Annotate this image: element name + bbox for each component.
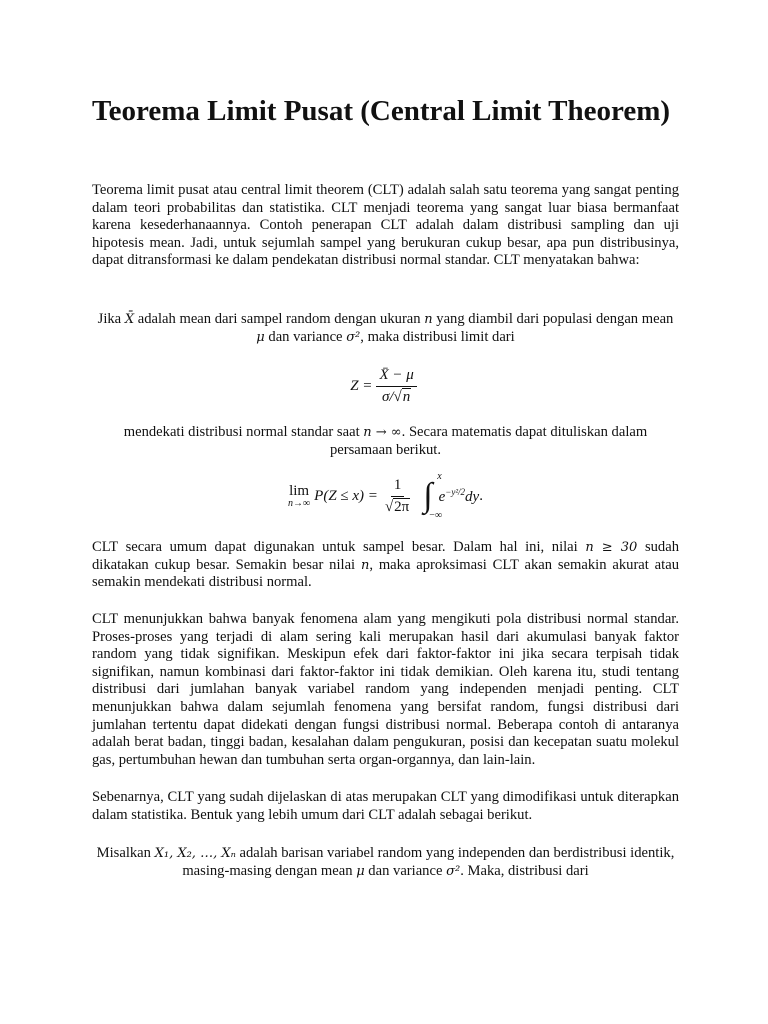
sample-size-paragraph: CLT secara umum dapat digunakan untuk sampel besar. Dalam hal ini, nilai n ≥ 30 sudah dikatakan cukup besar. Semakin besar nilai n, maka aproksimasi CLT akan semakin akurat atau semakin mendekati distribusi normal. (92, 539, 679, 591)
intro-paragraph: Teorema limit pusat atau central limit theorem (CLT) adalah salah satu teorema yang sangat penting dalam teori probabilitas dan statistika. CLT menjadi teorema yang sangat luar biasa bermanfaat karena kesederhanaannya. Contoh penerapan CLT adalah dalam distribusi sampling dan uji hipotesis mean. Jadi, untuk sejumlah sampel yang berukuran cukup besar, apa pun distribusinya, dapat ditransformasi ke dalam pendekatan distribusi normal standar. CLT menyatakan bahwa: (92, 182, 679, 269)
math-mu: μ (356, 863, 365, 879)
math-n-ge-30: n ≥ 30 (585, 540, 638, 555)
page-title: Teorema Limit Pusat (Central Limit Theorem) (92, 95, 671, 127)
general-clt-paragraph: Sebenarnya, CLT yang sudah dijelaskan di atas merupakan CLT yang dimodifikasi untuk diterapkan dalam statistika. Bentuk yang lebih umum dari CLT adalah sebagai berikut. (92, 789, 679, 823)
eq2-period: . (479, 487, 483, 504)
math-sigma2: σ² (446, 863, 461, 879)
equation-z-statistic (92, 364, 679, 408)
eq1-numerator: X̄ − μ (376, 367, 416, 387)
theorem-statement-2: Misalkan X₁, X₂, …, Xₙ adalah barisan variabel random yang independen dan berdistribusi identik, masing-masing dengan mean μ dan variance σ². Maka, distribusi dari (96, 845, 675, 879)
math-n-to-inf: n → ∞ (363, 425, 402, 440)
sqrt-icon: √ (393, 388, 402, 405)
convergence-statement: mendekati distribusi normal standar saat n → ∞. Secara matematis dapat dituliskan dalam persamaan berikut. (123, 424, 648, 458)
math-n: n (360, 557, 370, 573)
math-xbar: X̄ (124, 312, 135, 327)
eq1-fraction (376, 367, 416, 406)
math-mu: μ (256, 329, 265, 345)
math-sequence: X₁, X₂, …, Xₙ (154, 846, 236, 861)
math-sigma2: σ² (346, 329, 361, 345)
integral-sign-icon: ∫ x −∞ (423, 471, 443, 521)
eq2-probability: P(Z ≤ x) = (314, 487, 378, 504)
eq2-fraction: $\frac{1}{√2\pi}$ (384, 476, 410, 515)
eq1-lhs: Z = (350, 377, 373, 394)
eq2-limit: lim n→∞ (288, 483, 311, 509)
math-n: n (424, 312, 433, 327)
eq1-denominator: σ/√n (381, 388, 411, 405)
phenomena-paragraph: CLT menunjukkan bahwa banyak fenomena alam yang mengikuti pola distribusi normal standar. Proses-proses yang terjadi di alam sering kali merupakan hasil dari akumulasi banyak faktor random yang tidak signifikan. Meskipun efek dari faktor-faktor ini jika secara terpisah tidak signifikan, namun kombinasi dari faktor-faktor ini tidak demikian. Oleh karena itu, studi tentang distribusi dari jumlahan banyak variabel random yang independen menjadi penting. CLT menunjukkan bahwa dalam sejumlah fenomena yang bersifat random, fungsi distribusi dari jumlahan tertentu dapat didekati dengan fungsi distribusi normal. Beberapa contoh di antaranya adalah berat badan, tinggi badan, kesalahan dalam pengukuran, posisi dan kecepatan suatu molekul gas, pertumbuhan hewan dan tumbuhan serta organ-organnya, dan lain-lain. (92, 611, 679, 768)
eq2-integrand: $e^{-y^2/2}dy$ (438, 486, 480, 505)
equation-limit-probability (92, 472, 679, 520)
theorem-statement-1: Jika X̄ adalah mean dari sampel random dengan ukuran n yang diambil dari populasi dengan mean μ dan variance σ², maka distribusi limit dari (97, 311, 674, 345)
sqrt-icon: √ (384, 498, 394, 515)
